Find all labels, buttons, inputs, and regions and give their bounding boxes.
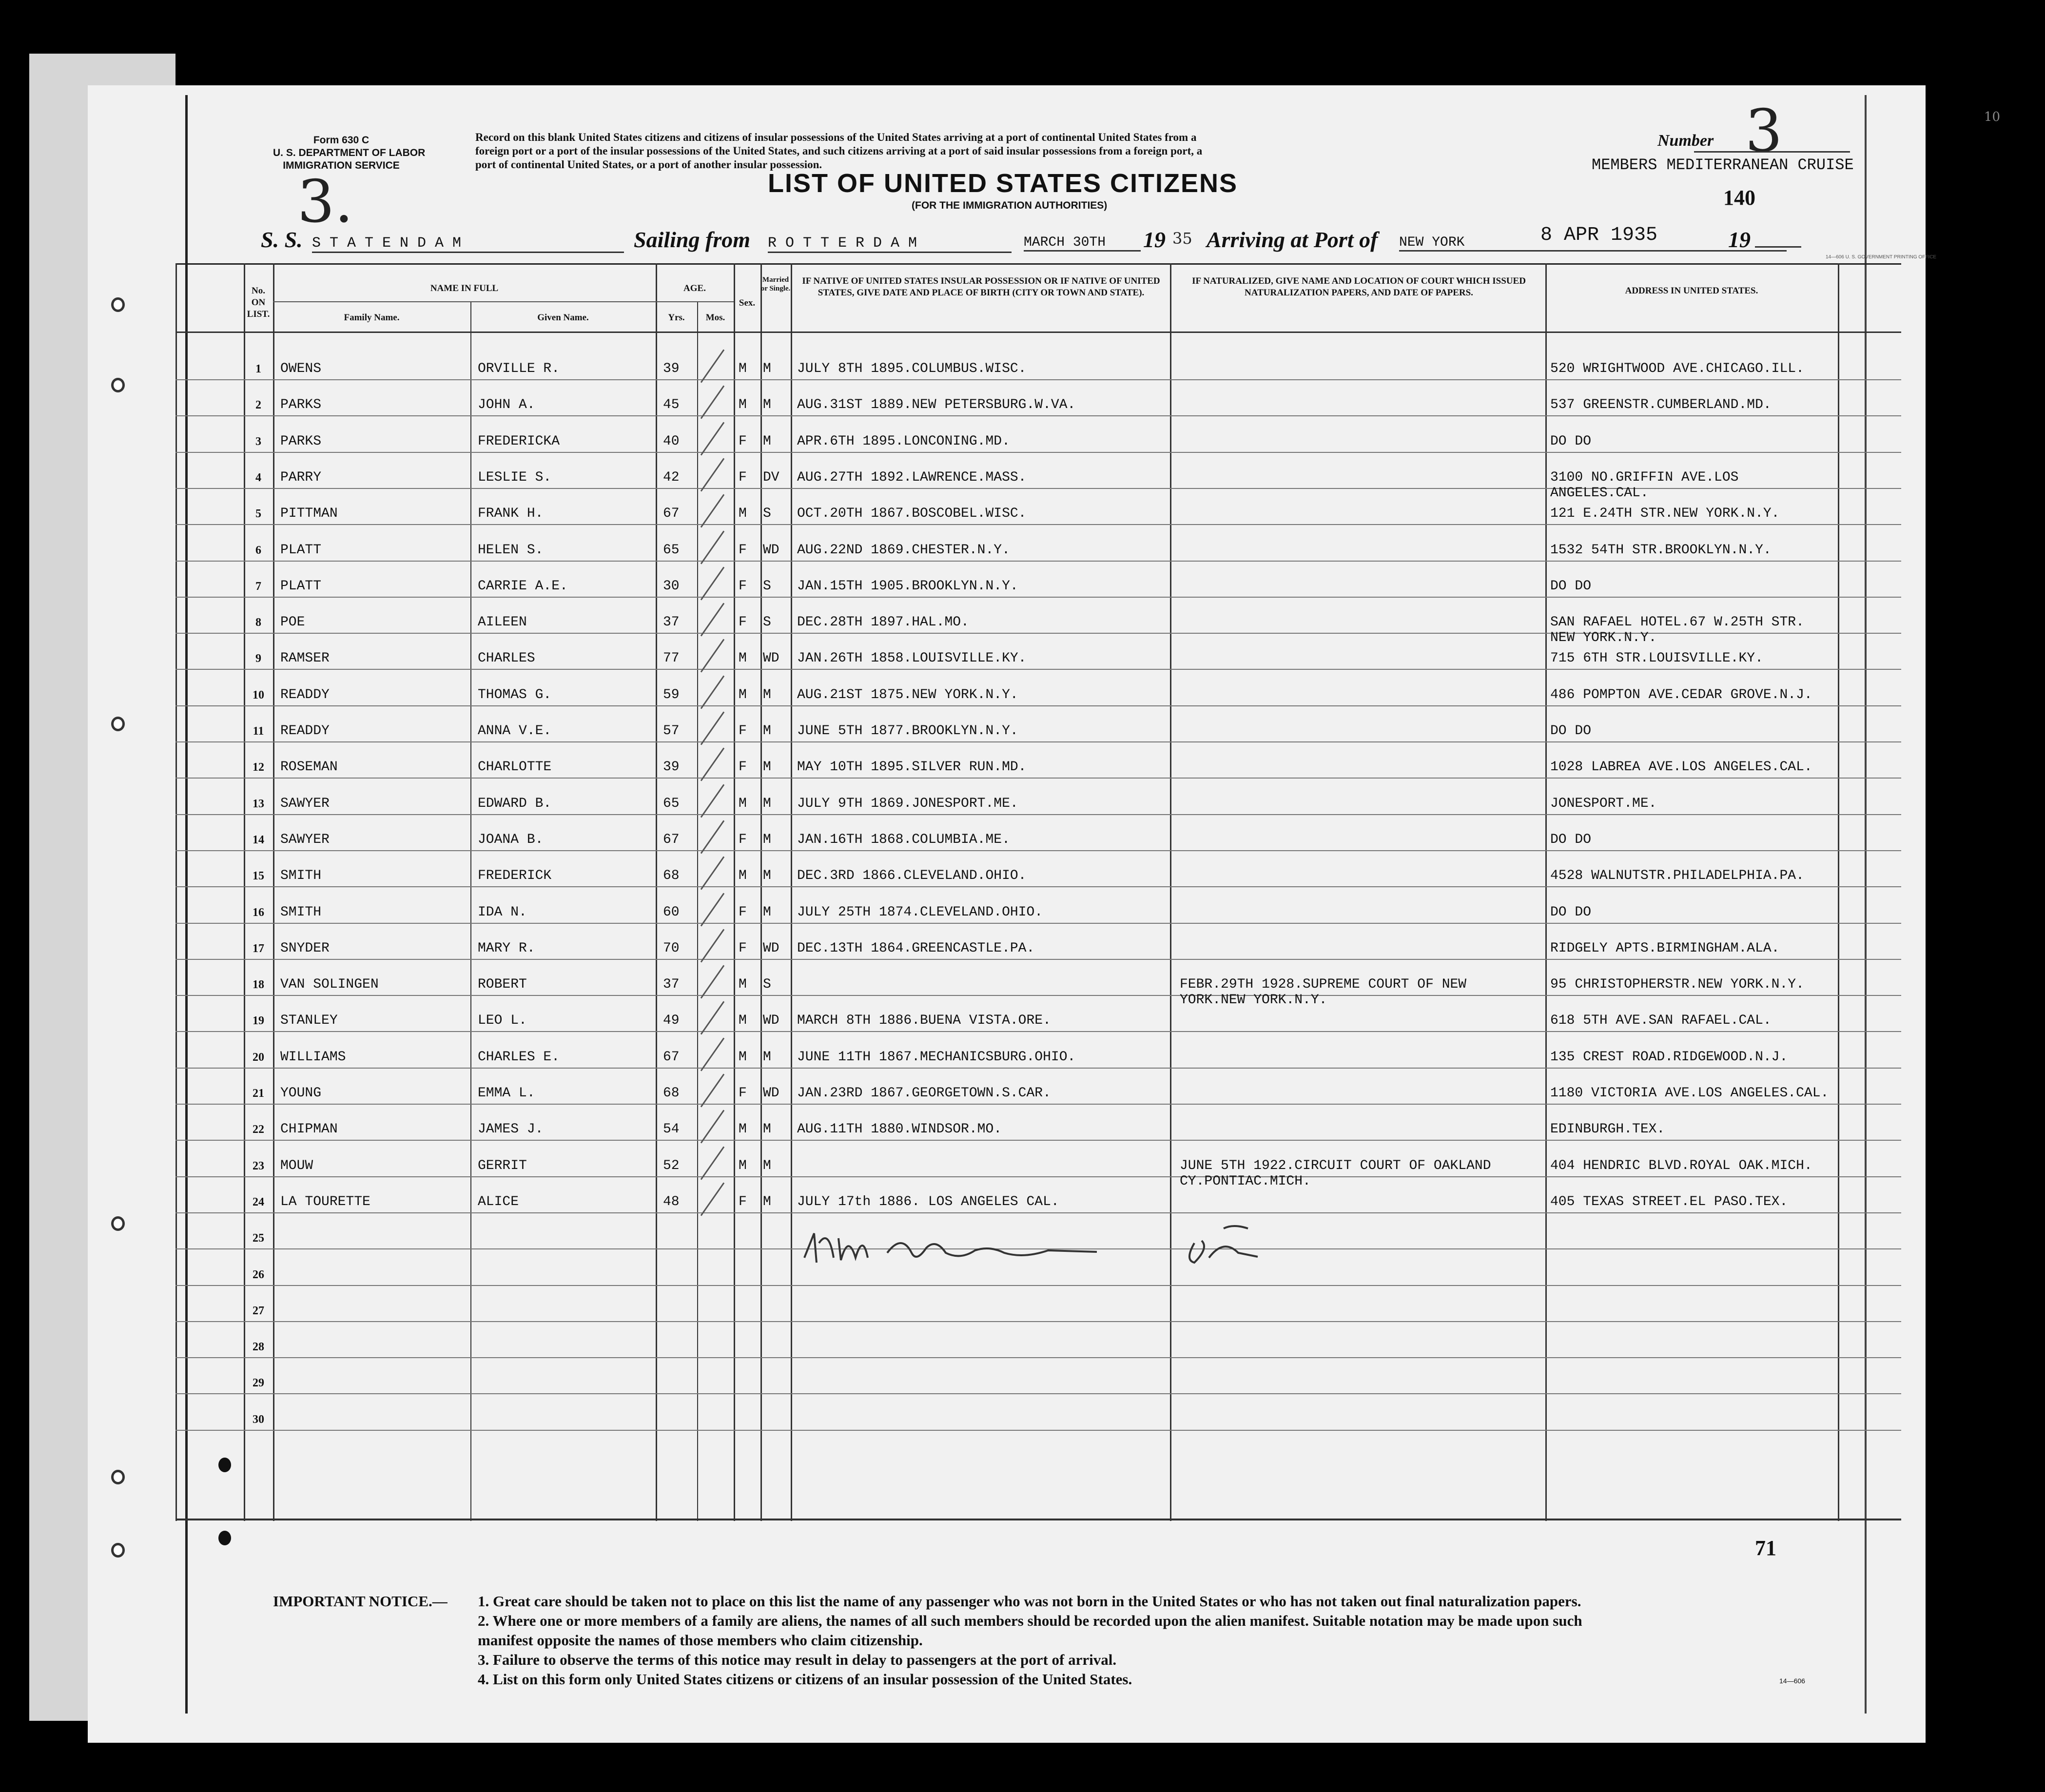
address-cell: 404 HENDRIC BLVD.ROYAL OAK.MICH. [1550,1158,1812,1173]
table-row [175,1158,1901,1194]
printer-note: 14—606 U. S. GOVERNMENT PRINTING OFFICE [1826,254,1937,260]
given-name-cell: FREDERICKA [478,433,560,449]
family-name-cell: READDY [280,687,330,702]
row-number: 24 [253,1195,264,1208]
sex-cell: F [739,615,747,630]
ship-name: S T A T E N D A M [312,235,624,253]
notice-item: 3. Failure to observe the terms of this notice may result in delay to passengers at the port of arrival. [478,1651,1117,1668]
signature-initials [1175,1219,1302,1272]
marital-status-cell: M [763,832,771,847]
sex-cell: M [739,361,747,376]
address-cell: DO DO [1550,578,1592,594]
row-number: 5 [255,507,261,521]
family-name-cell: SNYDER [280,940,330,956]
arrival-date-stamp: 8 APR 1935 [1540,224,1658,246]
age-cell: 37 [663,977,680,993]
given-name-cell: ORVILLE R. [478,361,560,376]
sex-cell: F [739,832,747,847]
row-number: 1 [255,363,261,375]
given-name-cell: CHARLOTTE [478,760,552,775]
birth-cell: AUG.11TH 1880.WINDSOR.MO. [797,1122,1002,1137]
naturalization-cell-line2: CY.PONTIAC.MICH. [1180,1173,1311,1189]
age-cell: 65 [663,542,680,558]
given-name-cell: LESLIE S. [478,469,552,485]
sex-cell: F [739,433,747,449]
family-name-cell: PITTMAN [280,506,338,522]
age-cell: 52 [663,1158,680,1173]
row-number: 16 [253,906,264,919]
sex-cell: M [739,868,747,884]
col-given-name: Given Name. [537,312,589,323]
family-name-cell: CHIPMAN [280,1122,338,1137]
address-cell: 1180 VICTORIA AVE.LOS ANGELES.CAL. [1550,1086,1829,1101]
notice-label: IMPORTANT NOTICE.— [273,1593,448,1610]
row-number: 8 [255,616,261,629]
row-number: 30 [253,1413,264,1426]
col-no-on-list: No. ON LIST. [247,286,270,319]
given-name-cell: MARY R. [478,940,535,956]
age-cell: 30 [663,578,680,594]
row-number: 2 [255,399,261,412]
sex-cell: F [739,760,747,775]
sex-cell: F [739,723,747,739]
address-cell: 405 TEXAS STREET.EL PASO.TEX. [1550,1194,1788,1209]
age-cell: 68 [663,868,680,884]
address-cell: 4528 WALNUTSTR.PHILADELPHIA.PA. [1550,868,1804,884]
birth-cell: AUG.22ND 1869.CHESTER.N.Y. [797,542,1010,558]
row-number: 17 [253,942,264,955]
handwritten-list-number: 3. [297,168,353,236]
address-cell: 121 E.24TH STR.NEW YORK.N.Y. [1550,506,1780,522]
birth-cell: JUNE 11TH 1867.MECHANICSBURG.OHIO. [797,1049,1076,1065]
given-name-cell: EDWARD B. [478,796,552,811]
punch-hole-icon [218,1531,231,1545]
col-age: AGE. [683,283,706,293]
given-name-cell: ANNA V.E. [478,723,552,739]
age-cell: 40 [663,433,680,449]
sex-cell: M [739,796,747,811]
family-name-cell: RAMSER [280,651,330,666]
age-cell: 77 [663,651,680,666]
col-sex: Sex. [739,298,756,308]
service-label: IMMIGRATION SERVICE [283,160,400,171]
row-number: 23 [253,1159,264,1172]
marital-status-cell: M [763,796,771,811]
birth-cell: OCT.20TH 1867.BOSCOBEL.WISC. [797,506,1027,522]
number-underline [1694,151,1850,153]
family-name-cell: SAWYER [280,832,330,847]
family-name-cell: PARKS [280,433,322,449]
marital-status-cell: WD [763,1013,779,1029]
marital-status-cell: M [763,1049,771,1065]
table-row [175,723,1901,759]
table-row [175,976,1901,1013]
row-number: 27 [253,1304,264,1317]
year-blank-prefix: 19 [1728,227,1751,252]
page-number: 71 [1755,1536,1776,1560]
table-row [175,796,1901,832]
row-number: 20 [253,1051,264,1064]
row-number: 15 [253,870,264,883]
table-row [175,433,1901,469]
department-label: U. S. DEPARTMENT OF LABOR [273,147,426,158]
address-cell: 537 GREENSTR.CUMBERLAND.MD. [1550,397,1772,413]
family-name-cell: PLATT [280,542,322,558]
row-number: 14 [253,833,264,846]
marital-status-cell: M [763,433,771,449]
family-name-cell: READDY [280,723,330,739]
sex-cell: M [739,687,747,702]
notice-item: 1. Great care should be taken not to place on this list the name of any passenger who was not born in the United States or who has not taken out final naturalization papers. [478,1593,1581,1610]
marital-status-cell: M [763,1122,771,1137]
birth-cell: DEC.3RD 1866.CLEVELAND.OHIO. [797,868,1027,884]
given-name-cell: THOMAS G. [478,687,552,702]
address-cell: 135 CREST ROAD.RIDGEWOOD.N.J. [1550,1049,1788,1065]
address-cell: SAN RAFAEL HOTEL.67 W.25TH STR. [1550,615,1804,630]
table-row [175,650,1901,686]
marital-status-cell: M [763,868,771,884]
marital-status-cell: WD [763,940,779,956]
address-cell: 95 CHRISTOPHERSTR.NEW YORK.N.Y. [1550,977,1804,993]
age-cell: 39 [663,760,680,775]
sex-cell: F [739,578,747,594]
year-suffix: 35 [1172,229,1192,248]
address-cell: 520 WRIGHTWOOD AVE.CHICAGO.ILL. [1550,361,1804,376]
signature-inspector [795,1224,1185,1277]
marital-status-cell: M [763,904,771,920]
address-cell: 486 POMPTON AVE.CEDAR GROVE.N.J. [1550,687,1812,702]
row-number: 9 [255,652,261,665]
given-name-cell: JOHN A. [478,397,535,413]
table-row [175,361,1901,397]
birth-cell: APR.6TH 1895.LONCONING.MD. [797,433,1010,449]
address-cell: EDINBURGH.TEX. [1550,1122,1665,1137]
sailing-port: R O T T E R D A M [768,235,1012,253]
family-name-cell: SAWYER [280,796,330,811]
table-row [175,759,1901,795]
punch-hole-icon [111,1216,125,1231]
table-row [175,397,1901,433]
table-row [175,687,1901,723]
sex-cell: M [739,1122,747,1137]
family-name-cell: PLATT [280,578,322,594]
age-cell: 68 [663,1086,680,1101]
row-number: 11 [253,725,264,738]
family-name-cell: STANLEY [280,1013,338,1029]
address-cell: 1532 54TH STR.BROOKLYN.N.Y. [1550,542,1772,558]
marital-status-cell: S [763,506,771,522]
sex-cell: M [739,1013,747,1029]
marital-status-cell: S [763,578,771,594]
marital-status-cell: M [763,361,771,376]
given-name-cell: CHARLES E. [478,1049,560,1065]
birth-cell: AUG.27TH 1892.LAWRENCE.MASS. [797,469,1027,485]
page-subtitle: (FOR THE IMMIGRATION AUTHORITIES) [912,200,1108,211]
age-cell: 67 [663,832,680,847]
address-cell: 3100 NO.GRIFFIN AVE.LOS [1550,469,1739,485]
given-name-cell: FREDERICK [478,868,552,884]
punch-hole-icon [111,717,125,731]
table-row [175,1085,1901,1121]
sailing-label: Sailing from [634,227,751,252]
col-family-name: Family Name. [344,312,400,323]
address-cell: DO DO [1550,832,1592,847]
birth-cell: MARCH 8TH 1886.BUENA VISTA.ORE. [797,1013,1051,1029]
marital-status-cell: M [763,1158,771,1173]
row-number: 12 [253,761,264,774]
sex-cell: M [739,506,747,522]
stamp-number: 140 [1723,186,1755,210]
address-cell: RIDGELY APTS.BIRMINGHAM.ALA. [1550,940,1780,956]
age-cell: 48 [663,1194,680,1209]
corner-number: 10 [1984,110,2001,124]
age-cell: 42 [663,469,680,485]
row-number: 28 [253,1341,264,1354]
family-name-cell: SMITH [280,904,322,920]
cruise-note: MEMBERS MEDITERRANEAN CRUISE [1592,156,1854,174]
number-label: Number [1657,132,1714,150]
address-cell: DO DO [1550,723,1592,739]
given-name-cell: CHARLES [478,651,535,666]
row-number: 19 [253,1014,264,1028]
punch-hole-icon [111,378,125,392]
birth-cell: AUG.21ST 1875.NEW YORK.N.Y. [797,687,1018,702]
table-row [175,1049,1901,1085]
marital-status-cell: M [763,687,771,702]
passenger-table [175,263,1901,1521]
age-cell: 67 [663,506,680,522]
table-row [175,506,1901,542]
age-cell: 65 [663,796,680,811]
family-name-cell: PARKS [280,397,322,413]
page-title: LIST OF UNITED STATES CITIZENS [768,169,1238,198]
marital-status-cell: M [763,760,771,775]
birth-cell: DEC.28TH 1897.HAL.MO. [797,615,969,630]
sex-cell: F [739,469,747,485]
birth-cell: JULY 17th 1886. LOS ANGELES CAL. [797,1194,1059,1209]
birth-cell: JAN.15TH 1905.BROOKLYN.N.Y. [797,578,1018,594]
sex-cell: M [739,1158,747,1173]
arrival-port: NEW YORK [1399,235,1787,252]
check-mark-icon [701,350,724,383]
marital-status-cell: DV [763,469,779,485]
birth-cell: JAN.26TH 1858.LOUISVILLE.KY. [797,651,1027,666]
family-name-cell: YOUNG [280,1086,322,1101]
table-row [175,1339,1901,1375]
family-name-cell: POE [280,615,305,630]
sex-cell: F [739,904,747,920]
sex-cell: F [739,1194,747,1209]
table-row [175,542,1901,578]
birth-cell: JULY 9TH 1869.JONESPORT.ME. [797,796,1018,811]
row-number: 22 [253,1123,264,1136]
row-number: 21 [253,1087,264,1100]
age-cell: 37 [663,615,680,630]
given-name-cell: ROBERT [478,977,527,993]
marital-status-cell: S [763,615,771,630]
sex-cell: F [739,940,747,956]
given-name-cell: JAMES J. [478,1122,544,1137]
sex-cell: F [739,1086,747,1101]
birth-cell: MAY 10TH 1895.SILVER RUN.MD. [797,760,1027,775]
table-row [175,578,1901,614]
birth-cell: JAN.23RD 1867.GEORGETOWN.S.CAR. [797,1086,1051,1101]
given-name-cell: GERRIT [478,1158,527,1173]
marital-status-cell: WD [763,1086,779,1101]
footer-code: 14—606 [1779,1677,1805,1685]
row-number: 6 [255,544,261,557]
table-row [175,940,1901,976]
row-number: 10 [253,688,264,701]
row-number: 29 [253,1377,264,1390]
table-row [175,832,1901,868]
table-row [175,1013,1901,1049]
birth-cell: DEC.13TH 1864.GREENCASTLE.PA. [797,940,1035,956]
col-mos: Mos. [705,312,725,323]
arriving-label: Arriving at Port of [1207,227,1378,252]
age-cell: 54 [663,1122,680,1137]
row-number: 25 [253,1232,264,1245]
table-row [175,614,1901,650]
address-cell: 1028 LABREA AVE.LOS ANGELES.CAL. [1550,760,1812,775]
given-name-cell: ALICE [478,1194,519,1209]
marital-status-cell: M [763,1194,771,1209]
number-value: 3 [1745,97,1783,165]
punch-hole-icon [111,1470,125,1484]
col-naturalized: IF NATURALIZED, GIVE NAME AND LOCATION OF COURT WHICH ISSUED NATURALIZATION PAPERS, AND DATE OF PAPERS. [1192,276,1526,298]
notice-item: 2. Where one or more members of a family are aliens, the names of all such members should be recorded upon the alien manifest. Suitable notation may be made upon such [478,1612,1582,1629]
age-cell: 70 [663,940,680,956]
marital-status-cell: WD [763,542,779,558]
family-name-cell: SMITH [280,868,322,884]
family-name-cell: OWENS [280,361,322,376]
address-cell: 618 5TH AVE.SAN RAFAEL.CAL. [1550,1013,1772,1029]
table-row [175,1411,1901,1447]
birth-cell: JUNE 5TH 1877.BROOKLYN.N.Y. [797,723,1018,739]
address-cell-line2: NEW YORK.N.Y. [1550,630,1657,646]
col-yrs: Yrs. [668,312,685,323]
marital-status-cell: M [763,397,771,413]
table-row [175,469,1901,506]
family-name-cell: PARRY [280,469,322,485]
row-number: 7 [255,580,261,593]
year-prefix: 19 [1143,227,1166,252]
col-name-in-full: NAME IN FULL [430,283,499,293]
col-birth: IF NATIVE OF UNITED STATES INSULAR POSSESSION OR IF NATIVE OF UNITED STATES, GIVE DATE AND PLACE OF BIRTH (CITY OR TOWN AND STATE). [802,276,1160,298]
table-row [175,868,1901,904]
table-row [175,1121,1901,1157]
form-number: Form 630 C [313,135,370,146]
family-name-cell: WILLIAMS [280,1049,346,1065]
birth-cell: JAN.16TH 1868.COLUMBIA.ME. [797,832,1010,847]
given-name-cell: FRANK H. [478,506,544,522]
family-name-cell: VAN SOLINGEN [280,977,379,993]
birth-cell: AUG.31ST 1889.NEW PETERSBURG.W.VA. [797,397,1076,413]
given-name-cell: AILEEN [478,615,527,630]
age-cell: 59 [663,687,680,702]
age-cell: 39 [663,361,680,376]
age-cell: 57 [663,723,680,739]
sex-cell: M [739,1049,747,1065]
address-cell: DO DO [1550,433,1592,449]
sex-cell: M [739,397,747,413]
sex-cell: M [739,977,747,993]
row-number: 26 [253,1268,264,1281]
naturalization-cell-line2: YORK.NEW YORK.N.Y. [1180,993,1327,1008]
sailing-date: MARCH 30TH [1024,235,1141,252]
given-name-cell: IDA N. [478,904,527,920]
given-name-cell: LEO L. [478,1013,527,1029]
table-row [175,1303,1901,1339]
family-name-cell: MOUW [280,1158,313,1173]
sex-cell: F [739,542,747,558]
family-name-cell: ROSEMAN [280,760,338,775]
ss-label: S. S. [261,227,303,252]
family-name-cell: LA TOURETTE [280,1194,370,1209]
address-cell-line2: ANGELES.CAL. [1550,485,1649,501]
age-cell: 67 [663,1049,680,1065]
address-cell: 715 6TH STR.LOUISVILLE.KY. [1550,651,1763,666]
col-married-single: Married or Single. [760,276,791,292]
marital-status-cell: M [763,723,771,739]
row-number: 13 [253,797,264,810]
sex-cell: M [739,651,747,666]
age-cell: 45 [663,397,680,413]
col-address: ADDRESS IN UNITED STATES. [1625,286,1758,296]
age-cell: 60 [663,904,680,920]
year-blank [1755,246,1801,248]
marital-status-cell: WD [763,651,779,666]
row-number: 4 [255,471,261,484]
given-name-cell: HELEN S. [478,542,544,558]
address-cell: DO DO [1550,904,1592,920]
marital-status-cell: S [763,977,771,993]
given-name-cell: CARRIE A.E. [478,578,568,594]
notice-item: manifest opposite the names of those members who claim citizenship. [478,1632,923,1649]
punch-hole-icon [111,1543,125,1558]
table-row [175,904,1901,940]
row-number: 18 [253,978,264,992]
age-cell: 49 [663,1013,680,1029]
naturalization-cell: JUNE 5TH 1922.CIRCUIT COURT OF OAKLAND [1180,1158,1491,1173]
address-cell: JONESPORT.ME. [1550,796,1657,811]
record-instructions: Record on this blank United States citizens and citizens of insular possessions of the United States arriving at a port of continental United States from a foreign port or a port of the insular possessions of the United States, and such citizens arriving at a port of said insular possessions from a foreign port, a port of continental United States, or a port of another insular possession. [475,131,1203,171]
birth-cell: JULY 25TH 1874.CLEVELAND.OHIO. [797,904,1043,920]
row-number: 3 [255,435,261,448]
naturalization-cell: FEBR.29TH 1928.SUPREME COURT OF NEW [1180,977,1467,993]
given-name-cell: EMMA L. [478,1086,535,1101]
punch-hole-icon [111,297,125,312]
table-row [175,1375,1901,1411]
birth-cell: JULY 8TH 1895.COLUMBUS.WISC. [797,361,1027,376]
notice-item: 4. List on this form only United States citizens or citizens of an insular possession of the United States. [478,1671,1132,1688]
given-name-cell: JOANA B. [478,832,544,847]
